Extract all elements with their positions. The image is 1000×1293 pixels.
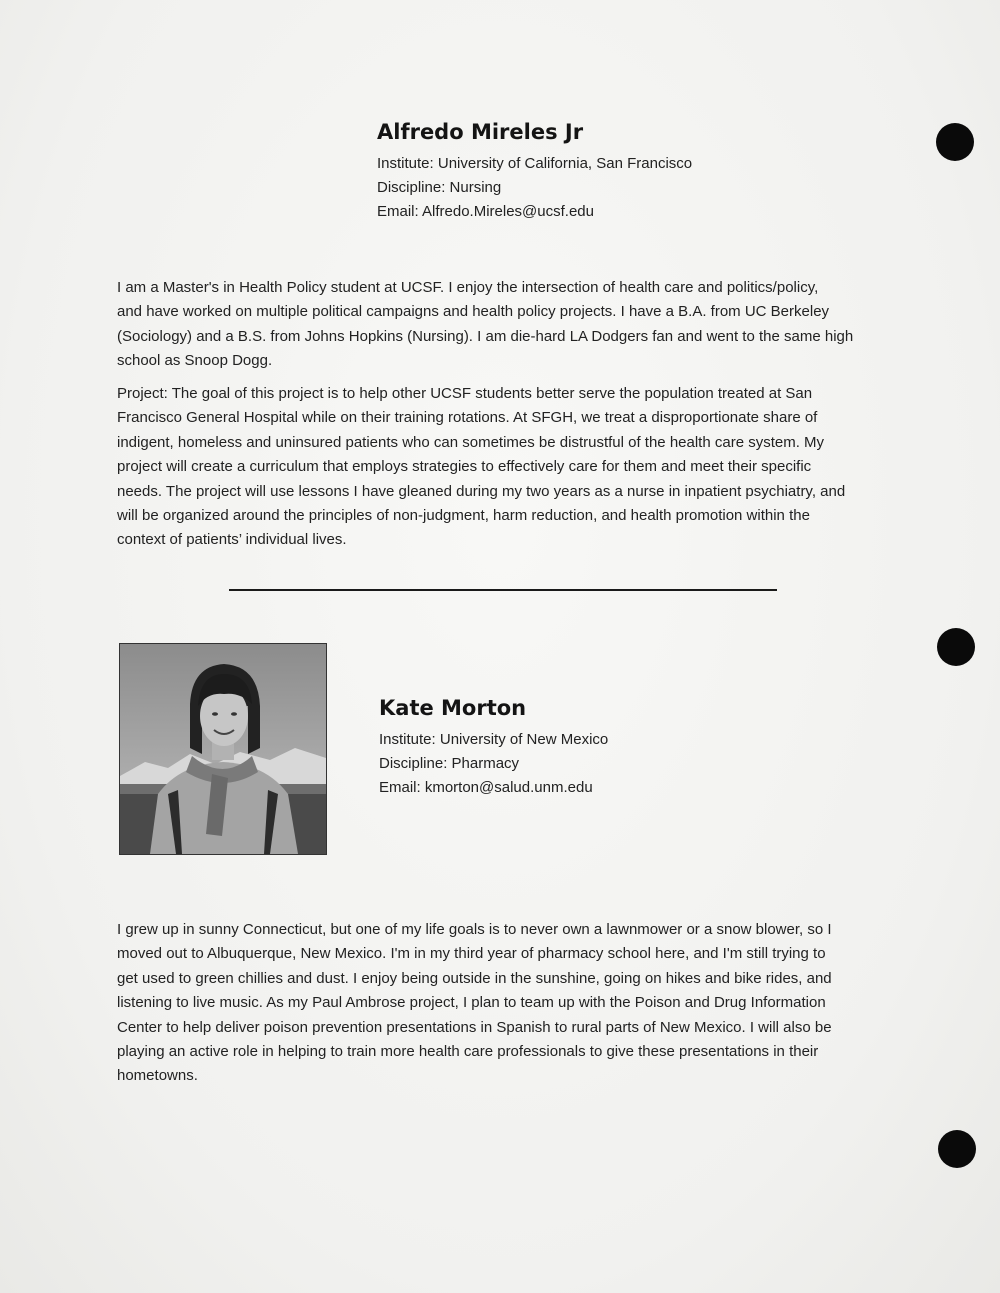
profile-2-bio-line: moved out to Albuquerque, New Mexico. I'm in my third year of pharmacy school here, and I'm still trying to [117,945,826,963]
profile-2-details [379,728,608,800]
profile-1-bio-line: school as Snoop Dogg. [117,352,273,370]
profile-1-discipline: Discipline: Nursing [377,179,502,196]
profile-1-project-line: indigent, homeless and uninsured patients who can sometimes be distrustful of the health care system. My [117,433,825,451]
punch-hole-middle [937,628,975,666]
profile-1-name: Alfredo Mireles Jr [377,120,584,144]
profile-1-bio [117,276,897,374]
profile-2-discipline: Discipline: Pharmacy [379,755,520,772]
profile-2-bio-line: hometowns. [117,1067,198,1085]
profile-2-bio-line: get used to green chillies and dust. I enjoy being outside in the sunshine, going on hikes and bike rides, and [117,969,832,987]
profile-1-bio-line: and have worked on multiple political campaigns and health policy projects. I have a B.A. from UC Berkeley [117,303,830,321]
profile-1-project [117,382,897,553]
profile-2-bio-line: Center to help deliver poison prevention presentations in Spanish to rural parts of New Mexico. I will also be [117,1018,832,1036]
profile-2-bio-line: I grew up in sunny Connecticut, but one of my life goals is to never own a lawnmower or a snow blower, so I [117,921,832,938]
profile-2-name: Kate Morton [379,696,527,720]
profile-2-bio [117,918,897,1089]
profile-1-project-line: Project: The goal of this project is to help other UCSF students better serve the population treated at San [117,385,813,402]
profile-2-email: Email: kmorton@salud.unm.edu [379,779,593,796]
profile-1-project-line: project will create a curriculum that employs strategies to effectively care for them and meet their specific [117,458,812,476]
profile-1-project-line: will be organized around the principles of non-judgment, harm reduction, and health promotion within the [117,506,810,524]
profile-1-project-line: Francisco General Hospital while on their training rotations. At SFGH, we treat a disproportionate share of [117,409,818,427]
profile-1-institute: Institute: University of California, San Francisco [377,155,693,172]
profile-2-photo [119,643,327,855]
profile-2-bio-line: playing an active role in helping to train more health care professionals to give these presentations in their [117,1042,819,1060]
section-divider [229,589,777,591]
profile-1-project-line: needs. The project will use lessons I have gleaned during my two years as a nurse in inpatient psychiatry, and [117,482,846,500]
profile-1-bio-line: I am a Master's in Health Policy student at UCSF. I enjoy the intersection of health care and politics/policy, [117,279,819,296]
profile-2-bio-line: listening to live music. As my Paul Ambrose project, I plan to team up with the Poison and Drug Information [117,994,826,1012]
profile-2-institute: Institute: University of New Mexico [379,731,609,748]
punch-hole-bottom [938,1130,976,1168]
profile-1-email: Email: Alfredo.Mireles@ucsf.edu [377,203,594,220]
punch-hole-top [936,123,974,161]
profile-1-bio-line: (Sociology) and a B.S. from Johns Hopkins (Nursing). I am die-hard LA Dodgers fan and went to the same high [117,327,854,345]
profile-1-details [377,152,692,224]
profile-1-project-line: context of patients’ individual lives. [117,531,347,549]
